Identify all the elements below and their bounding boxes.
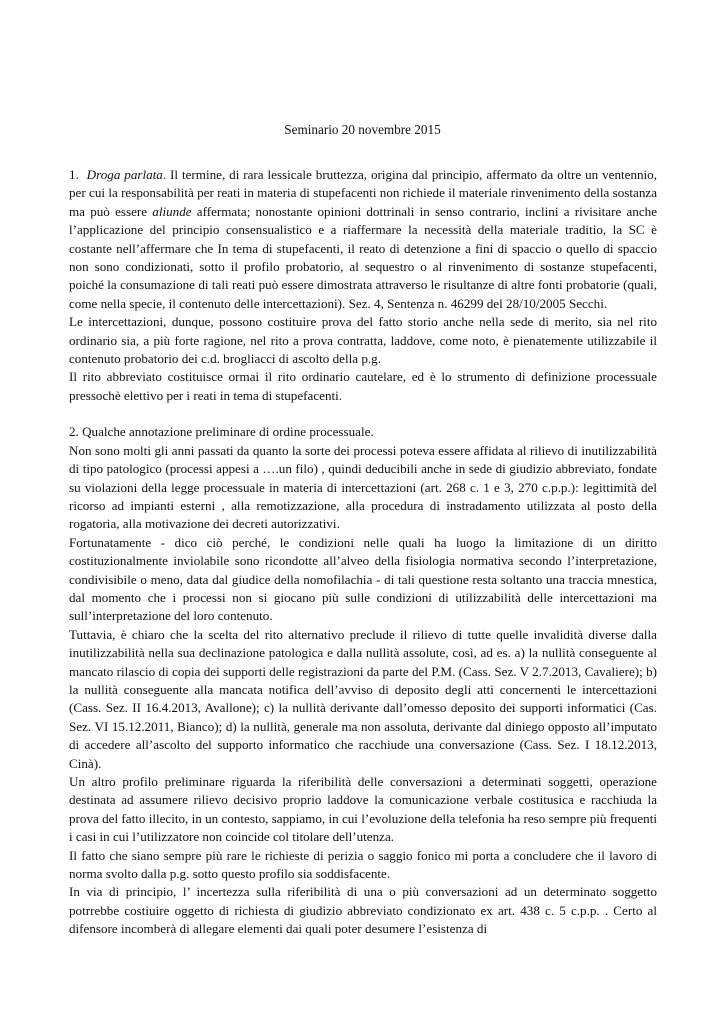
section-2-paragraph-6: In via di principio, l’ incertezza sulla riferibilità di una o più conversazioni ad un determinato soggetto potrrebbe costiuire oggetto di richiesta di giudizio abbreviato condizionato ex art. 438 c. 5 c.p.p. . Certo al difensore incomberà di allegare elementi dai quali poter desumere l’esistenza di [69, 884, 657, 937]
section-1-text-b: affermata; nonostante opinioni dottrinali in senso contrario, inclini a rivisitare anche l’applicazione del principio consensualistico e a riaffermare la necessità della materiale traditio, la SC è costante nell’affermare che In tema di stupefacenti, il reato di detenzione a fini di spaccio o quello di spaccio non sono condizionati, sotto il profilo probatorio, al sequestro o al rinvenimento di sostanze stupefacenti, poiché la consumazione di tali reati può essere dimostrata attraverso le risultanze di altre fonti probatorie (quali, come nella specie, il contenuto delle intercettazioni). Sez. 4, Sentenza n. 46299 del 28/10/2005 Secchi. [69, 203, 657, 311]
section-1-heading: Droga parlata [86, 167, 163, 182]
section-1-number: 1. [69, 167, 79, 182]
document-body [69, 166, 657, 939]
section-2-paragraph-3: Tuttavia, è chiaro che la scelta del rito alternativo preclude il rilievo di tutte quelle invalidità diverse dalla inutilizzabilità nella sua declinazione patologica e dalla nullità assolute, così, ad es. a) la nullità conseguente al mancato rilascio di copia dei supporti delle registrazioni da parte del P.M. (Cass. Sez. V 2.7.2013, Cavaliere); b) la nullità conseguente alla mancata notifica dell’avviso di deposito degli atti concernenti le intercettazioni (Cass. Sez. II 16.4.2013, Avallone); c) la nullità derivante dall’omesso deposito dei supporti informatici (Cas. Sez. VI 15.12.2011, Bianco); d) la nullità, generale ma non assoluta, derivante dal diniego opposto all’imputato di accedere all’ascolto del supporto informatico che racchiude una conversazione (Cass. Sez. I 18.12.2013, Cinà). [69, 626, 657, 771]
section-2-paragraph-4: Un altro profilo preliminare riguarda la riferibilità delle conversazioni a determinati soggetti, operazione destinata ad assumere rilievo decisivo proprio laddove la comunicazione verbale costitusica e racchiuda la prova del fatto illecito, in un contesto, sappiamo, in cui l’evoluzione della telefonia ha reso sempre più frequenti i casi in cui l’utilizzatore non coincide col titolare dell’utenza. [69, 774, 657, 845]
section-2-paragraph-2: Fortunatamente - dico ciò perché, le condizioni nelle quali ha luogo la limitazione di un diritto costituzionalmente inviolabile sono ricondotte all’alveo della fisiologia normativa secondo l’interpretazione, condivisibile o meno, data dal giudice della nomofilachia - di tali questione resta soltanto una traccia mnestica, dal momento che i processi non si giocano più sulle condizioni di utilizzabilità delle intercettazioni ma sull’interpretazione del loro contenuto. [69, 534, 657, 624]
section-spacer [69, 405, 657, 423]
section-1-paragraph-1 [69, 166, 657, 313]
section-2-heading: 2. Qualche annotazione preliminare di ordine processuale. [69, 424, 374, 440]
section-1-paragraph-2: Le intercettazioni, dunque, possono costituire prova del fatto storio anche nella sede di merito, sia nel rito ordinario sia, a più forte ragione, nel rito a prova contratta, laddove, come noto, è pienatemente utilizzabile il contenuto probatorio dei c.d. brogliacci di ascolto della p.g. [69, 314, 657, 367]
document-title: Seminario 20 novembre 2015 [284, 122, 441, 137]
section-1-paragraph-3: Il rito abbreviato costituisce ormai il rito ordinario cautelare, ed è lo strumento di definizione processuale pressochè elettivo per i reati in tema di stupefacenti. [69, 369, 657, 403]
section-2-paragraph-1: Non sono molti gli anni passati da quanto la sorte dei processi poteva essere affidata al rilievo di inutilizzabilità di tipo patologico (processi appesi a ….un filo) , quindi deducibili anche in sede di giudizio abbreviato, fondate su violazioni della legge processuale in materia di intercettazioni (art. 268 c. 1 e 3, 270 c.p.p.): legittimità del ricorso ad impianti esterni , alla remotizzazione, alla procedura di instradamento utilizzata al posto della rogatoria, alla motivazione dei decreti autorizzativi. [69, 442, 657, 532]
section-2-paragraph-5: Il fatto che siano sempre più rare le richieste di perizia o saggio fonico mi porta a concludere che il lavoro di norma svolto dalla p.g. sotto questo profilo sia soddisfacente. [69, 847, 657, 882]
section-1-text-a: . Il termine, di rara lessicale bruttezza, origina dal principio, affermato da oltre un ventennio, per cui la responsabilità per reati in materia di stupefacenti non richiede il materiale rinvenimento della sostanza ma può essere [69, 167, 657, 219]
italic-term-aliunde: aliunde [152, 203, 192, 219]
